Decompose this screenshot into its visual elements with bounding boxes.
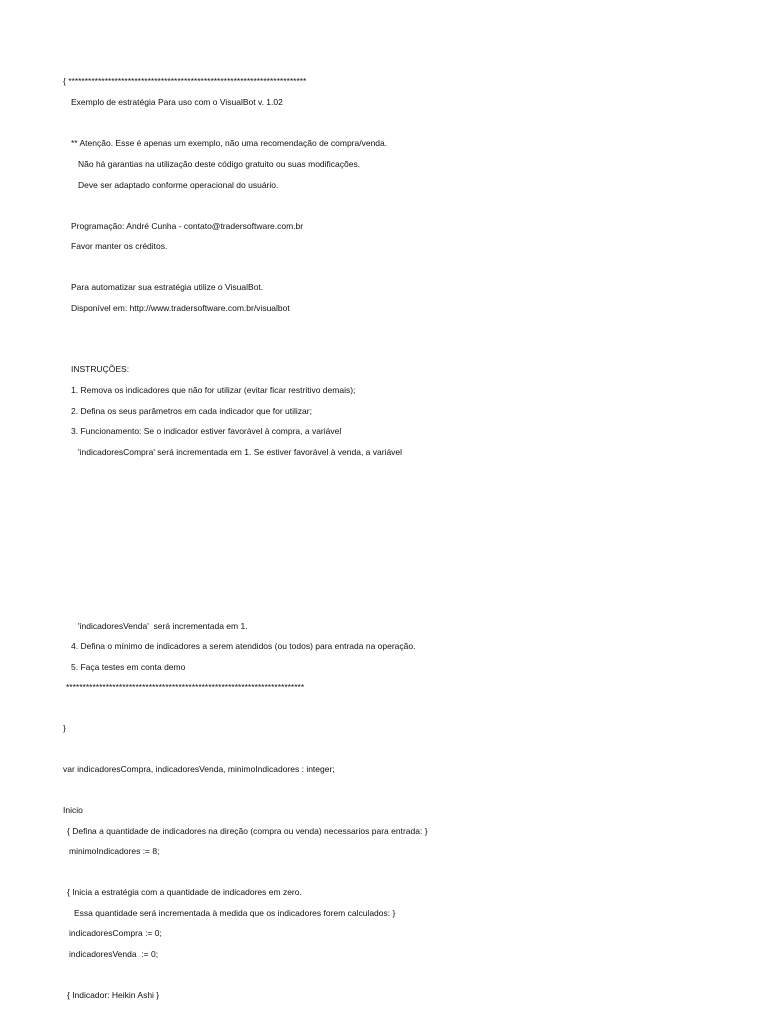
venda-assign: indicadoresVenda := 0; <box>69 949 159 959</box>
no-guarantee-line: Não há garantias na utilização deste código gratuito ou suas modificações. <box>78 159 361 169</box>
adapt-line: Deve ser adaptado conforme operacional do usuário. <box>78 180 279 190</box>
instruction-3-end: 'indicadoresVenda' será incrementada em 1. <box>78 621 248 631</box>
warning-line: ** Atenção. Esse é apenas um exemplo, não uma recomendação de compra/venda. <box>71 138 388 148</box>
min-indicators-assign: minimoIndicadores := 8; <box>69 846 160 856</box>
start-zero-comment: { Inicia a estratégia com a quantidade de indicadores em zero. <box>67 887 302 897</box>
instruction-1: 1. Remova os indicadores que não for utilizar (evitar ficar restritivo demais); <box>71 385 356 395</box>
instructions-heading: INSTRUÇÕES: <box>71 364 130 374</box>
automation-line: Para automatizar sua estratégia utilize o VisualBot. <box>71 282 264 292</box>
inicio-keyword: Inicio <box>63 805 83 815</box>
min-indicators-comment: { Defina a quantidade de indicadores na direção (compra ou venda) necessarios para entrada: } <box>67 826 428 836</box>
credits-line: Favor manter os créditos. <box>71 241 168 251</box>
compra-assign: indicadoresCompra := 0; <box>69 928 162 938</box>
instruction-2: 2. Defina os seus parâmetros em cada indicador que for utilizar; <box>71 406 312 416</box>
instruction-5: 5. Faça testes em conta demo <box>71 662 186 672</box>
instruction-3: 3. Funcionamento: Se o indicador estiver favorável à compra, a variável <box>71 426 342 436</box>
increment-comment: Essa quantidade será incrementada à medida que os indicadores forem calculados: } <box>74 908 396 918</box>
comment-open-line: { ************************************************************************ <box>63 76 307 86</box>
strategy-title-line: Exemplo de estratégia Para uso com o VisualBot v. 1.02 <box>71 97 283 107</box>
comment-close-stars: ************************************************************************ <box>66 682 305 692</box>
comment-close-brace: } <box>63 723 66 733</box>
heikin-ashi-comment: { Indicador: Heikin Ashi } <box>67 990 160 1000</box>
var-declaration: var indicadoresCompra, indicadoresVenda, minimoIndicadores : integer; <box>63 764 335 774</box>
instruction-4: 4. Defina o mínimo de indicadores a serem atendidos (ou todos) para entrada na operação. <box>71 641 416 651</box>
author-line: Programação: André Cunha - contato@tradersoftware.com.br <box>71 221 304 231</box>
availability-line: Disponível em: http://www.tradersoftware.com.br/visualbot <box>71 303 290 313</box>
instruction-3-continued: 'indicadoresCompra' será incrementada em 1. Se estiver favorável à venda, a variável <box>78 447 403 457</box>
